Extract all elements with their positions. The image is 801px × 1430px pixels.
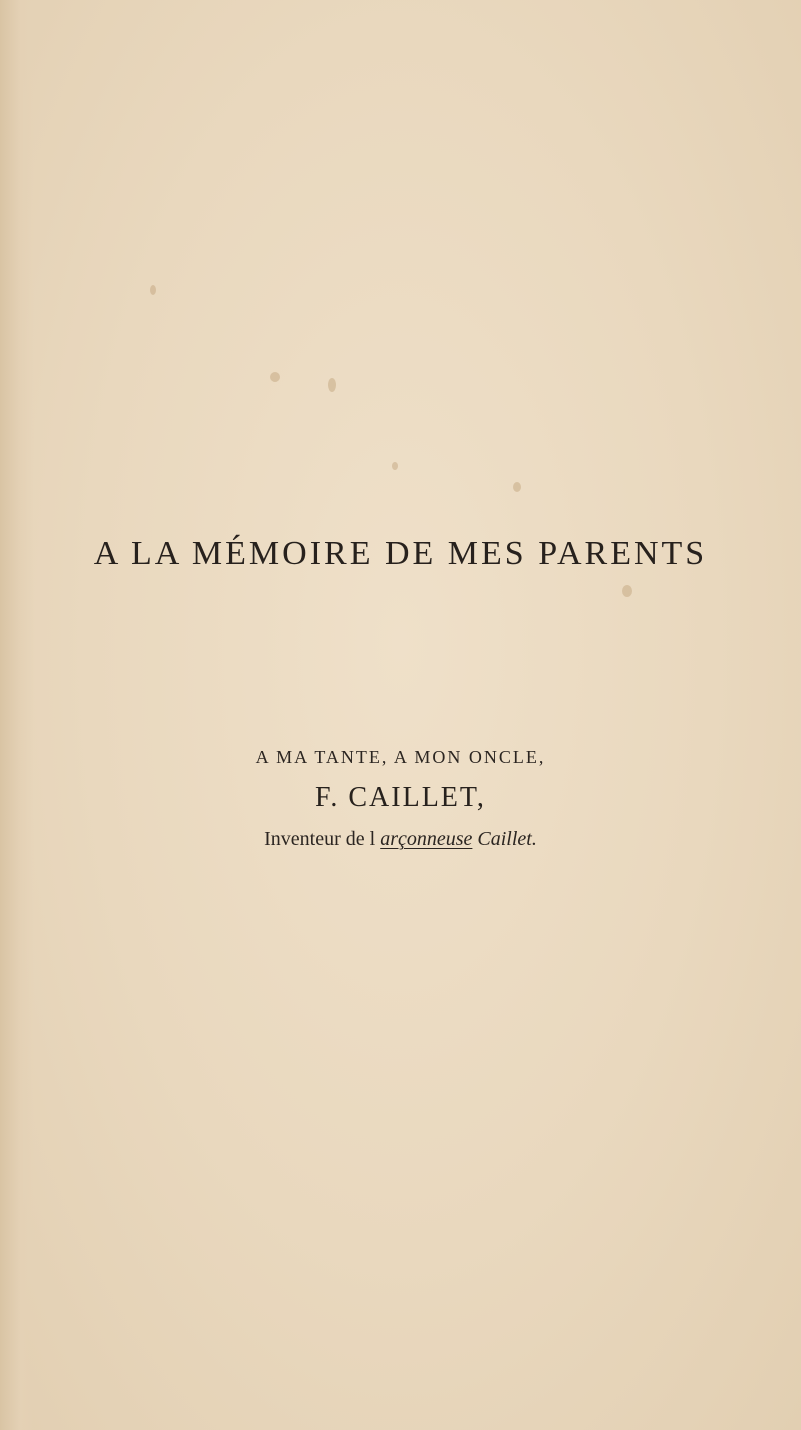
foxing-spot <box>150 285 156 295</box>
dedication-subtitle: A MA TANTE, A MON ONCLE, <box>255 747 546 767</box>
inventor-suffix: Caillet. <box>472 828 537 850</box>
dedication-inventor-line <box>0 828 801 851</box>
dedication-author: F. CAILLET, <box>315 782 486 813</box>
inventor-device-name: arçonneuse <box>380 828 473 850</box>
dedication-title: A LA MÉMOIRE DE MES PARENTS <box>93 535 708 572</box>
foxing-spot <box>513 482 521 492</box>
foxing-spot <box>622 585 632 597</box>
foxing-spot <box>270 372 280 382</box>
page-binding-shadow <box>0 0 34 1430</box>
foxing-spot <box>392 462 398 470</box>
inventor-prefix: Inventeur de l <box>264 828 381 850</box>
foxing-spot <box>328 378 336 392</box>
